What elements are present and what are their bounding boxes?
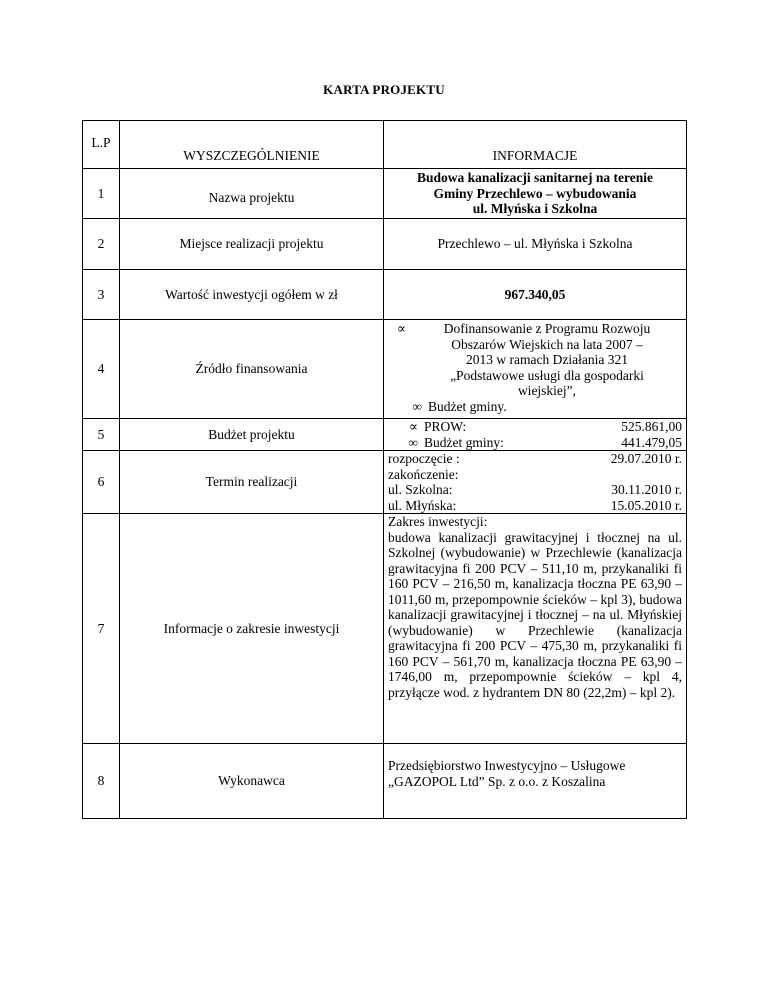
- header-wyszczegolnienie: WYSZCZEGÓLNIENIE: [120, 121, 384, 169]
- term-end-date: 15.05.2010 r.: [610, 497, 682, 513]
- term-end-item: [388, 482, 682, 498]
- term-start: [388, 451, 682, 467]
- infinity-bullet-icon: ∞: [412, 398, 422, 414]
- funding-sources: [384, 320, 687, 419]
- budget-item: [384, 435, 682, 451]
- row-number: 4: [83, 320, 120, 419]
- project-location: Przechlewo – ul. Młyńska i Szkolna: [384, 219, 687, 270]
- funding-item: [388, 399, 682, 415]
- funding-line: „Podstawowe usługi dla gospodarki: [450, 367, 644, 383]
- row-label: Termin realizacji: [120, 451, 384, 514]
- project-budget: [384, 419, 687, 451]
- project-name-line: Gminy Przechlewo – wybudowania: [433, 185, 637, 201]
- row-label: Informacje o zakresie inwestycji: [120, 514, 384, 744]
- budget-item-name: Budżet gminy:: [424, 434, 504, 450]
- row-number: 3: [83, 270, 120, 320]
- project-name-line: Budowa kanalizacji sanitarnej na terenie: [417, 170, 653, 186]
- contractor-line: Przedsiębiorstwo Inwestycyjno – Usługowe: [388, 758, 626, 773]
- project-name: [384, 169, 687, 219]
- alpha-bullet-icon: ∝: [408, 419, 418, 434]
- funding-item: [388, 321, 682, 399]
- row-number: 1: [83, 169, 120, 219]
- row-label: Wykonawca: [120, 744, 384, 819]
- term-end-label: zakończenie:: [388, 466, 459, 482]
- header-informacje: INFORMACJE: [384, 121, 687, 169]
- budget-item-value: 525.861,00: [621, 419, 682, 434]
- table-row: [83, 169, 687, 219]
- alpha-bullet-icon: ∝: [396, 321, 406, 336]
- funding-line: Dofinansowanie z Programu Rozwoju: [443, 321, 651, 336]
- term-start-value: 29.07.2010 r.: [610, 451, 682, 466]
- investment-value: 967.340,05: [384, 270, 687, 320]
- funding-line: wiejskiej”,: [517, 383, 577, 398]
- row-label: Wartość inwestycji ogółem w zł: [120, 270, 384, 320]
- term-end-street: ul. Szkolna:: [388, 482, 453, 497]
- table-row: [83, 514, 687, 744]
- table-row: [83, 219, 687, 270]
- scope-text: budowa kanalizacji grawitacyjnej i tłocznej na ul. Szkolnej (wybudowanie) w Przechlewie (kanalizacja grawitacyjna fi 200 PCV – 511,10 m, przykanaliki fi 160 PCV – 216,50 m, kanalizacja tłoczna PE 63,90 – 1011,60 m, przepompownie ścieków – kpl 3), budowa kanalizacji grawitacyjnej i tłocznej – na ul. Młyńskiej (wybudowanie) w Przechlewie (kanalizacja grawitacyjna fi 200 PCV – 475,30 m, przykanaliki fi 160 PCV – 561,70 m, kanalizacja tłoczna PE 63,90 – 1746,00 m, przepompownie ścieków – kpl 4, przyłącze wod. z hydrantem DN 80 (22,2m) – kpl 2).: [388, 529, 682, 700]
- scope-title: Zakres inwestycji:: [388, 514, 488, 529]
- row-label: Miejsce realizacji projektu: [120, 219, 384, 270]
- row-label: Źródło finansowania: [120, 320, 384, 419]
- term-end-street: ul. Młyńska:: [388, 497, 457, 513]
- row-number: 8: [83, 744, 120, 819]
- row-number: 6: [83, 451, 120, 514]
- table-header-row: [83, 121, 687, 169]
- term-start-label: rozpoczęcie :: [388, 451, 460, 466]
- row-number: 7: [83, 514, 120, 744]
- term-end-date: 30.11.2010 r.: [611, 482, 682, 497]
- row-label: Budżet projektu: [120, 419, 384, 451]
- row-number: 5: [83, 419, 120, 451]
- contractor-line: „GAZOPOL Ltd” Sp. z o.o. z Koszalina: [388, 773, 606, 789]
- infinity-bullet-icon: ∞: [408, 434, 418, 450]
- funding-line: Budżet gminy.: [428, 398, 507, 414]
- table-row: [83, 744, 687, 819]
- table-row: [83, 451, 687, 514]
- row-number: 2: [83, 219, 120, 270]
- budget-item: [384, 419, 682, 435]
- table-row: [83, 419, 687, 451]
- row-label: Nazwa projektu: [120, 169, 384, 219]
- table-row: [83, 270, 687, 320]
- table-row: [83, 320, 687, 419]
- document-title: KARTA PROJEKTU: [323, 82, 445, 97]
- realization-term: [384, 451, 687, 514]
- funding-line: Obszarów Wiejskich na lata 2007 –: [451, 336, 643, 352]
- contractor: [384, 744, 687, 819]
- header-lp: L.P: [83, 121, 120, 169]
- project-name-line: ul. Młyńska i Szkolna: [472, 201, 598, 217]
- project-card-table: [82, 120, 687, 819]
- investment-scope: [384, 514, 687, 744]
- funding-line: 2013 w ramach Działania 321: [466, 352, 628, 367]
- term-end-item: [388, 498, 682, 514]
- budget-item-value: 441.479,05: [621, 434, 682, 450]
- budget-item-name: PROW:: [424, 419, 467, 434]
